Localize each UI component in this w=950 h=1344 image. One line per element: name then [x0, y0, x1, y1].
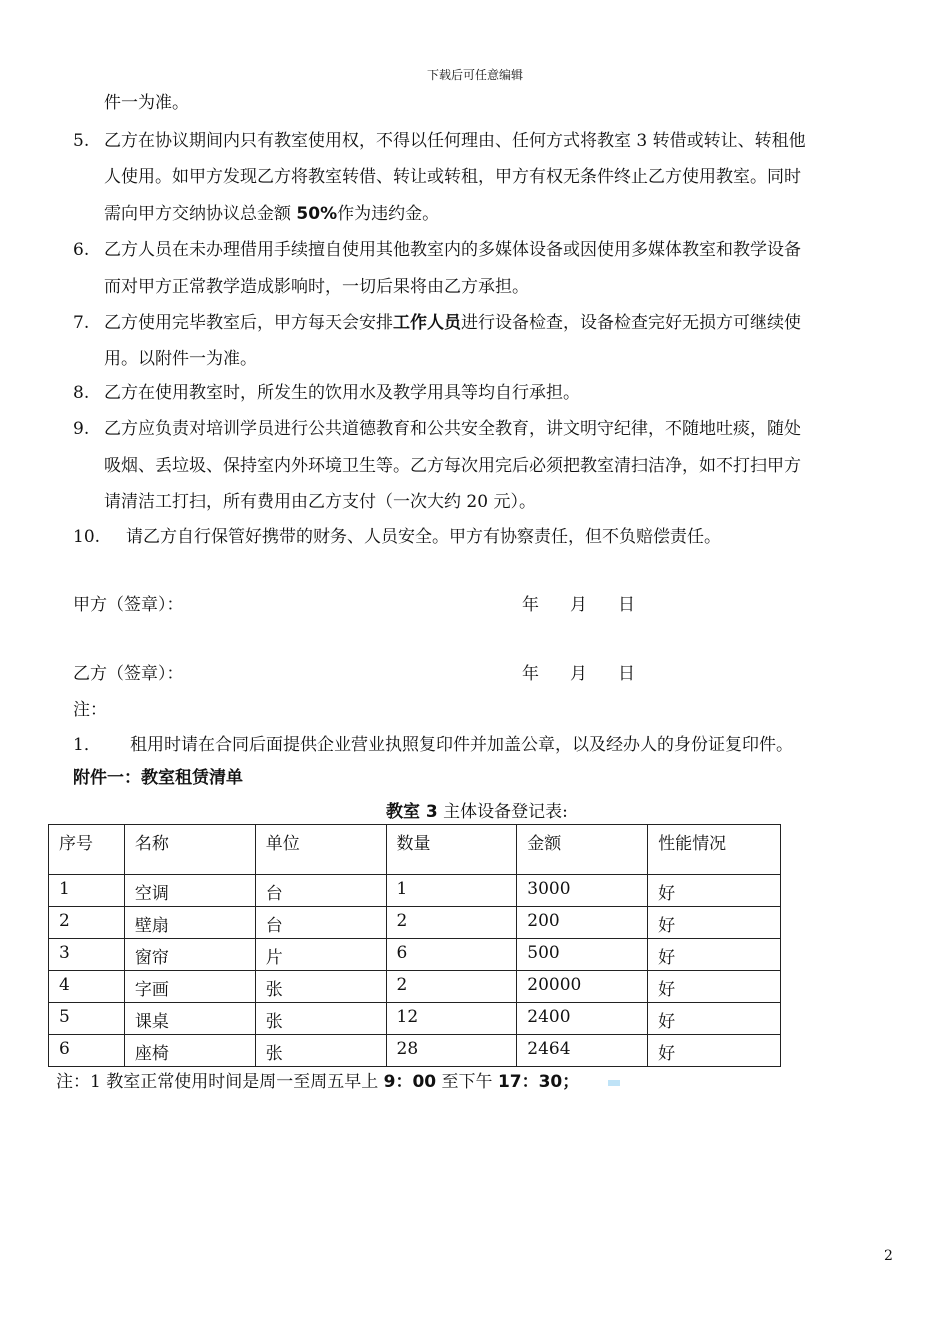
table-cell: 台 [255, 875, 386, 907]
table-cell: 片 [255, 939, 386, 971]
table-cell: 2464 [517, 1035, 648, 1067]
table-cell: 28 [386, 1035, 517, 1067]
table-row [49, 875, 781, 907]
party-a-signature-label: 甲方（签章）： [73, 595, 184, 615]
table-row [49, 907, 781, 939]
table-cell: 好 [648, 1003, 781, 1035]
penalty-percent: 50% [296, 204, 338, 224]
staff-emphasis: 工作人员 [393, 313, 461, 333]
table-cell: 1 [386, 875, 517, 907]
table-cell: 5 [49, 1003, 125, 1035]
party-b-signature-label: 乙方（签章）： [73, 664, 184, 684]
header-cell: 序号 [49, 825, 125, 875]
table-cell: 壁扇 [124, 907, 255, 939]
table-cell: 6 [49, 1035, 125, 1067]
clause-8-line-1: 乙方在使用教室时，所发生的饮用水及教学用具等均自行承担。 [104, 383, 580, 403]
table-cell: 张 [255, 971, 386, 1003]
page-header: 下载后可任意编辑 [426, 68, 523, 82]
table-cell: 20000 [517, 971, 648, 1003]
table-cell: 4 [49, 971, 125, 1003]
clause-5-line-1: 乙方在协议期间内只有教室使用权，不得以任何理由、任何方式将教室 3 转借或转让、转租他 [104, 131, 806, 151]
clause-7-number: 7. [73, 313, 90, 333]
note-1-text: 租用时请在合同后面提供企业营业执照复印件并加盖公章，以及经办人的身份证复印件。 [130, 735, 793, 755]
clause-6-line-1: 乙方人员在未办理借用手续擅自使用其他教室内的多媒体设备或因使用多媒体教室和教学设备 [104, 240, 801, 260]
table-cell: 1 [49, 875, 125, 907]
table-cell: 字画 [124, 971, 255, 1003]
table-cell: 课桌 [124, 1003, 255, 1035]
table-header-row [49, 825, 781, 875]
header-cell: 金额 [517, 825, 648, 875]
table-cell: 台 [255, 907, 386, 939]
table-row [49, 1003, 781, 1035]
clause-9-line-1: 乙方应负责对培训学员进行公共道德教育和公共安全教育，讲文明守纪律，不随地吐痰，随处 [104, 419, 801, 439]
usage-hours-note: 注：1 教室正常使用时间是周一至周五早上 9：00 至下午 17：30； [56, 1072, 580, 1092]
table-cell: 好 [648, 907, 781, 939]
equipment-table [48, 824, 781, 1067]
clause-5-line-3: 需向甲方交纳协议总金额 50%作为违约金。 [104, 204, 440, 224]
clause-continuation: 件一为准。 [104, 93, 189, 113]
table-caption: 教室 3 主体设备登记表: [386, 802, 568, 822]
table-cell: 2400 [517, 1003, 648, 1035]
table-cell: 张 [255, 1035, 386, 1067]
table-cell: 座椅 [124, 1035, 255, 1067]
clause-6-line-2: 而对甲方正常教学造成影响时，一切后果将由乙方承担。 [104, 277, 529, 297]
table-cell: 3 [49, 939, 125, 971]
attachment-title: 附件一：教室租赁清单 [73, 768, 243, 788]
selection-marker [608, 1080, 620, 1086]
table-cell: 2 [49, 907, 125, 939]
table-cell: 12 [386, 1003, 517, 1035]
header-cell: 性能情况 [648, 825, 781, 875]
table-cell: 张 [255, 1003, 386, 1035]
clause-5-line-2: 人使用。如甲方发现乙方将教室转借、转让或转租，甲方有权无条件终止乙方使用教室。同时 [104, 167, 801, 187]
clause-5-number: 5. [73, 131, 90, 151]
header-cell: 名称 [124, 825, 255, 875]
clause-7-line-1: 乙方使用完毕教室后，甲方每天会安排工作人员进行设备检查，设备检查完好无损方可继续使 [104, 313, 801, 333]
table-cell: 好 [648, 875, 781, 907]
table-cell: 好 [648, 939, 781, 971]
clause-6-number: 6. [73, 240, 90, 260]
party-b-date: 年 月 日 [522, 664, 635, 684]
party-a-date: 年 月 日 [522, 595, 635, 615]
clause-9-line-3: 请清洁工打扫，所有费用由乙方支付（一次大约 20 元）。 [104, 492, 536, 512]
table-cell: 好 [648, 971, 781, 1003]
clause-9-line-2: 吸烟、丢垃圾、保持室内外环境卫生等。乙方每次用完后必须把教室清扫洁净，如不打扫甲方 [104, 456, 801, 476]
clause-8-number: 8. [73, 383, 90, 403]
clause-9-number: 9. [73, 419, 90, 439]
table-cell: 3000 [517, 875, 648, 907]
table-cell: 好 [648, 1035, 781, 1067]
page-number: 2 [884, 1248, 893, 1264]
table-row [49, 971, 781, 1003]
notes-label: 注： [73, 700, 107, 720]
table-cell: 空调 [124, 875, 255, 907]
header-cell: 数量 [386, 825, 517, 875]
clause-7-line-2: 用。以附件一为准。 [104, 349, 257, 369]
table-cell: 2 [386, 971, 517, 1003]
clause-10-line-1: 请乙方自行保管好携带的财务、人员安全。甲方有协察责任，但不负赔偿责任。 [126, 527, 721, 547]
table-row [49, 1035, 781, 1067]
clause-10-number: 10. [73, 527, 101, 547]
table-cell: 200 [517, 907, 648, 939]
table-cell: 窗帘 [124, 939, 255, 971]
header-cell: 单位 [255, 825, 386, 875]
note-1-number: 1． [73, 735, 101, 755]
table-cell: 6 [386, 939, 517, 971]
table-cell: 500 [517, 939, 648, 971]
table-row [49, 939, 781, 971]
table-cell: 2 [386, 907, 517, 939]
